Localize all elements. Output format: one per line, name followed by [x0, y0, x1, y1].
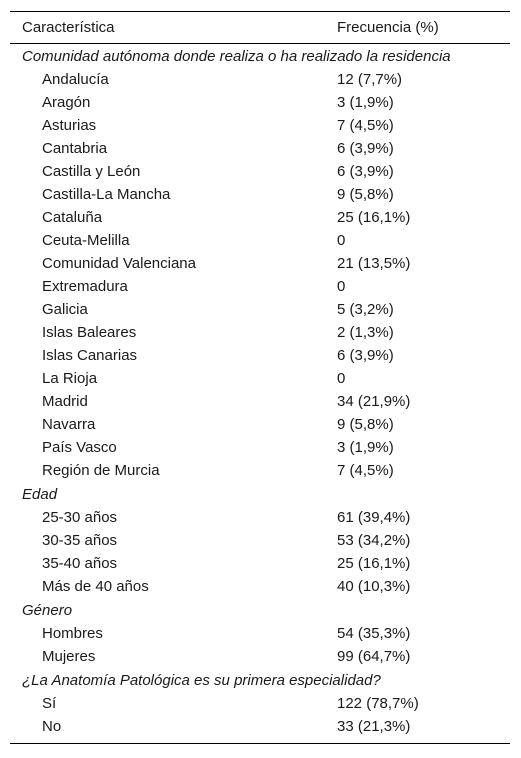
- table-row: [10, 137, 510, 160]
- row-label: Cantabria: [42, 140, 108, 157]
- row-label: Aragón: [42, 94, 91, 111]
- section-row: [10, 598, 510, 622]
- table-row: [10, 367, 510, 390]
- table-row: [10, 229, 510, 252]
- survey-table-container: [10, 11, 510, 744]
- row-label: Sí: [42, 695, 57, 712]
- row-value: 6 (3,9%): [337, 163, 394, 180]
- table-row: [10, 645, 510, 668]
- row-label: Extremadura: [42, 278, 128, 295]
- table-body: [10, 44, 510, 744]
- table-row: [10, 552, 510, 575]
- row-label: Islas Baleares: [42, 324, 137, 341]
- row-value: 33 (21,3%): [337, 718, 411, 735]
- table-row: [10, 275, 510, 298]
- section-title: Edad: [22, 485, 58, 503]
- header-frecuencia: Frecuencia (%): [337, 19, 439, 36]
- table-row: [10, 459, 510, 482]
- row-value: 25 (16,1%): [337, 555, 411, 572]
- row-label: 30-35 años: [42, 532, 118, 549]
- row-label: Castilla-La Mancha: [42, 186, 171, 203]
- row-label: Castilla y León: [42, 163, 141, 180]
- row-value: 9 (5,8%): [337, 186, 394, 203]
- row-value: 6 (3,9%): [337, 140, 394, 157]
- table-row: [10, 252, 510, 275]
- row-value: 7 (4,5%): [337, 462, 394, 479]
- row-label: 25-30 años: [42, 509, 118, 526]
- row-value: 25 (16,1%): [337, 209, 411, 226]
- row-value: 21 (13,5%): [337, 255, 411, 272]
- row-value: 34 (21,9%): [337, 393, 411, 410]
- row-label: La Rioja: [42, 370, 98, 387]
- section-row: [10, 44, 510, 69]
- row-value: 40 (10,3%): [337, 578, 411, 595]
- row-value: 0: [337, 278, 346, 295]
- row-value: 99 (64,7%): [337, 648, 411, 665]
- row-value: 61 (39,4%): [337, 509, 411, 526]
- row-label: 35-40 años: [42, 555, 118, 572]
- row-value: 0: [337, 370, 346, 387]
- row-label: Navarra: [42, 416, 96, 433]
- section-title: Género: [22, 601, 73, 619]
- table-row: [10, 529, 510, 552]
- row-value: 2 (1,3%): [337, 324, 394, 341]
- table-row: [10, 390, 510, 413]
- row-value: 0: [337, 232, 346, 249]
- table-row: [10, 114, 510, 137]
- row-label: Región de Murcia: [42, 462, 160, 479]
- row-value: 7 (4,5%): [337, 117, 394, 134]
- table-row: [10, 183, 510, 206]
- table-row: [10, 692, 510, 715]
- row-label: Mujeres: [42, 648, 96, 665]
- table-row: [10, 413, 510, 436]
- row-value: 122 (78,7%): [337, 695, 419, 712]
- table-row: [10, 715, 510, 744]
- header-caracteristica: Característica: [22, 19, 115, 36]
- table-row: [10, 206, 510, 229]
- section-title: Comunidad autónoma donde realiza o ha realizado la residencia: [22, 47, 451, 65]
- table-row: [10, 68, 510, 91]
- table-row: [10, 344, 510, 367]
- header-row: [10, 12, 510, 44]
- row-label: No: [42, 718, 62, 735]
- row-label: Cataluña: [42, 209, 103, 226]
- row-label: Islas Canarias: [42, 347, 138, 364]
- row-value: 3 (1,9%): [337, 439, 394, 456]
- table-row: [10, 436, 510, 459]
- table-row: [10, 91, 510, 114]
- row-label: Asturias: [42, 117, 97, 134]
- table-row: [10, 506, 510, 529]
- row-label: Comunidad Valenciana: [42, 255, 196, 272]
- table-row: [10, 321, 510, 344]
- row-label: Galicia: [42, 301, 88, 318]
- row-label: Madrid: [42, 393, 88, 410]
- table-row: [10, 575, 510, 598]
- row-label: Más de 40 años: [42, 578, 149, 595]
- row-value: 12 (7,7%): [337, 71, 403, 88]
- row-value: 3 (1,9%): [337, 94, 394, 111]
- row-value: 53 (34,2%): [337, 532, 411, 549]
- survey-table: [10, 11, 510, 744]
- row-label: Ceuta-Melilla: [42, 232, 130, 249]
- section-row: [10, 668, 510, 692]
- table-row: [10, 160, 510, 183]
- section-row: [10, 482, 510, 506]
- section-title: ¿La Anatomía Patológica es su primera especialidad?: [22, 671, 381, 689]
- table-header: [10, 12, 510, 44]
- row-label: Andalucía: [42, 71, 109, 88]
- row-value: 54 (35,3%): [337, 625, 411, 642]
- row-value: 9 (5,8%): [337, 416, 394, 433]
- table-row: [10, 622, 510, 645]
- row-value: 6 (3,9%): [337, 347, 394, 364]
- row-label: País Vasco: [42, 439, 117, 456]
- table-row: [10, 298, 510, 321]
- row-value: 5 (3,2%): [337, 301, 394, 318]
- row-label: Hombres: [42, 625, 103, 642]
